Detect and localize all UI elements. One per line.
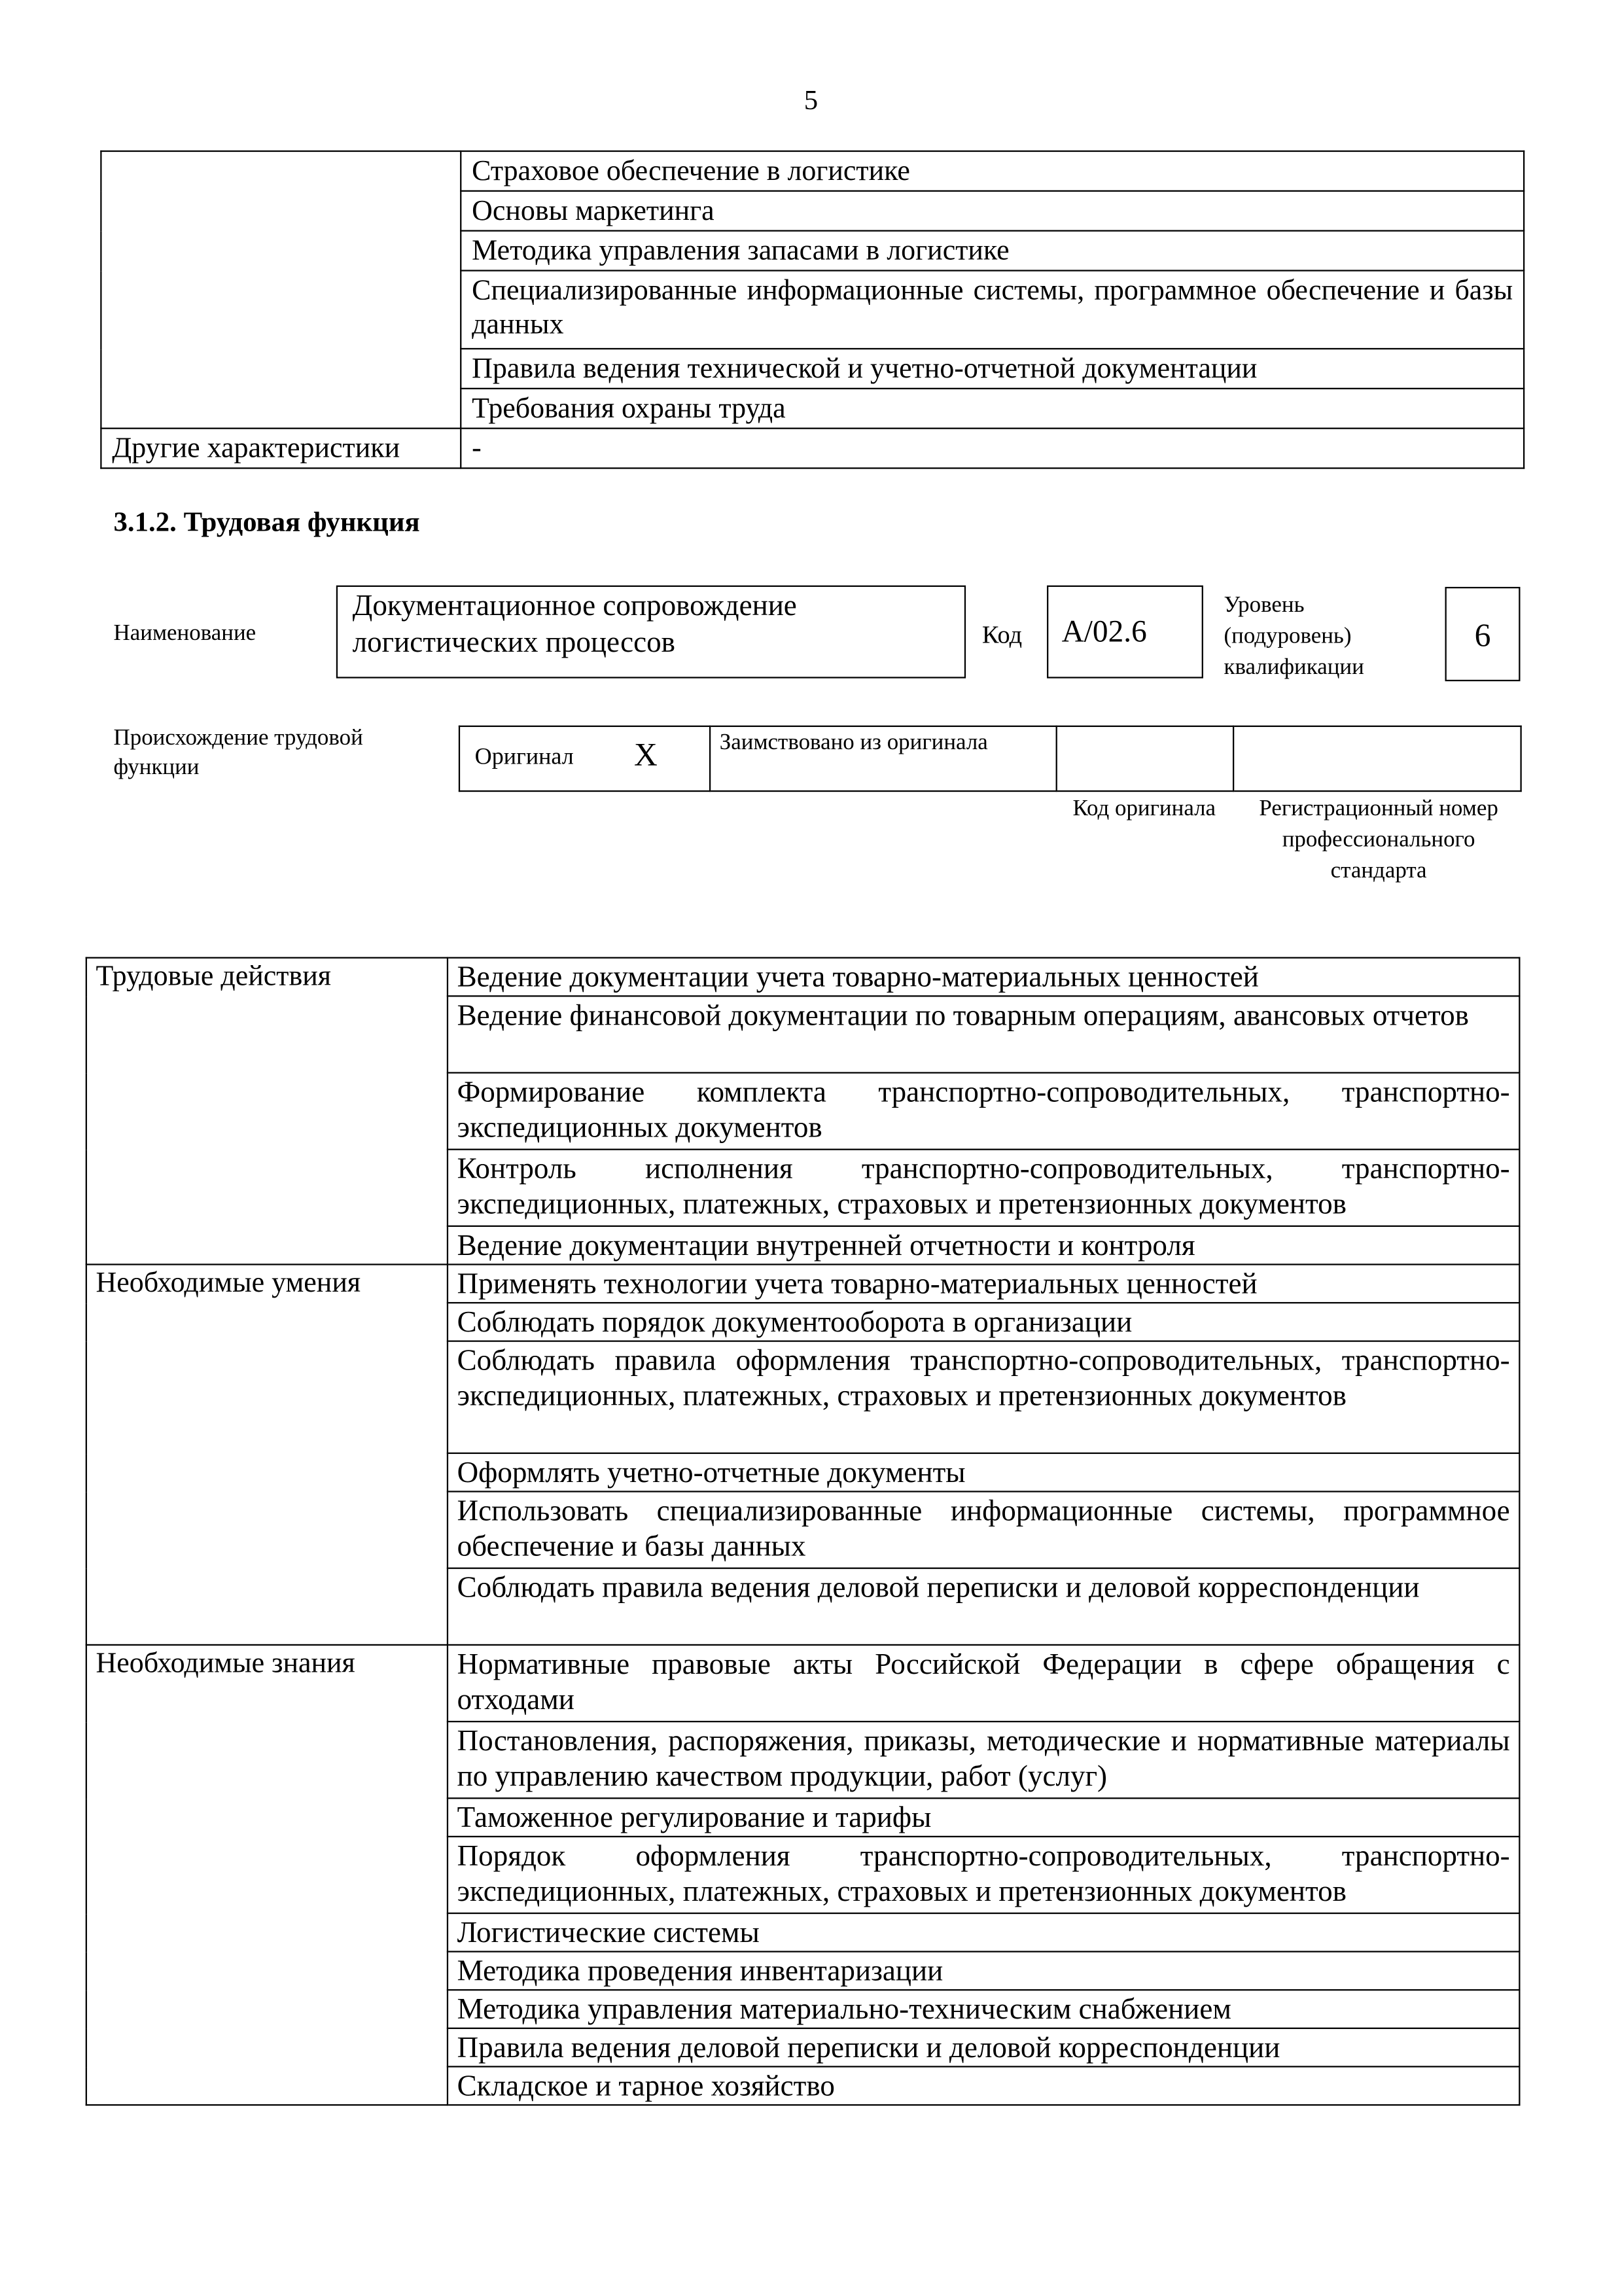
borrowed-label: Заимствовано из оригинала: [719, 730, 988, 755]
original-cell: [459, 726, 710, 791]
table-row: [86, 1264, 1519, 1303]
level-value: 6: [1445, 587, 1521, 681]
knowledge-item: Постановления, распоряжения, приказы, методические и нормативные материалы по управлению качеством продукции, работ (услуг): [448, 1722, 1519, 1798]
knowledge-item: Страховое обеспечение в логистике: [461, 151, 1524, 191]
origin-table: [459, 726, 1522, 792]
knowledge-item: Основы маркетинга: [461, 191, 1524, 231]
action-item: Формирование комплекта транспортно-сопроводительных, транспортно-экспедиционных документов: [448, 1072, 1519, 1149]
skill-item: Соблюдать порядок документооборота в организации: [448, 1303, 1519, 1341]
original-label: Оригинал: [474, 745, 574, 770]
group-label-actions: Трудовые действия: [86, 958, 448, 1265]
knowledge-item: Методика проведения инвентаризации: [448, 1952, 1519, 1990]
knowledge-item: Методика управления запасами в логистике: [461, 231, 1524, 271]
skill-item: Соблюдать правила оформления транспортно-сопроводительных, транспортно-экспедиционных, платежных, страховых и претензионных документов: [448, 1341, 1519, 1453]
labor-function-table: [86, 957, 1521, 2106]
knowledge-item: Порядок оформления транспортно-сопроводительных, транспортно-экспедиционных, платежных, страховых и претензионных документов: [448, 1837, 1519, 1913]
borrowed-cell: [710, 726, 1057, 791]
skill-item: Соблюдать правила ведения деловой переписки и деловой корреспонденции: [448, 1568, 1519, 1645]
other-characteristics-label: Другие характеристики: [101, 429, 461, 468]
group-label-empty: [101, 151, 461, 429]
action-item: Ведение документации внутренней отчетности и контроля: [448, 1226, 1519, 1265]
other-characteristics-value: -: [461, 429, 1524, 468]
action-item: Контроль исполнения транспортно-сопроводительных, транспортно-экспедиционных, платежных, страховых и претензионных документов: [448, 1150, 1519, 1226]
table-row: [459, 726, 1521, 791]
level-label: Уровень (подуровень) квалификации: [1224, 592, 1364, 680]
skill-item: Применять технологии учета товарно-материальных ценностей: [448, 1264, 1519, 1303]
knowledge-item: Специализированные информационные системы, программное обеспечение и базы данных: [461, 271, 1524, 349]
knowledge-item: Методика управления материально-техническим снабжением: [448, 1990, 1519, 2028]
original-mark: X: [634, 735, 658, 773]
knowledge-item: Требования охраны труда: [461, 389, 1524, 429]
table-row: [86, 958, 1519, 997]
continuation-table: [100, 150, 1525, 469]
origin-label: Происхождение трудовой функции: [113, 725, 363, 781]
skill-item: Использовать специализированные информационные системы, программное обеспечение и базы данных: [448, 1492, 1519, 1568]
table-row: [101, 151, 1524, 191]
knowledge-item: Правила ведения технической и учетно-отчетной документации: [461, 349, 1524, 389]
code-label: Код: [981, 620, 1023, 649]
knowledge-item: Таможенное регулирование и тарифы: [448, 1798, 1519, 1837]
knowledge-item: Правила ведения деловой переписки и деловой корреспонденции: [448, 2028, 1519, 2067]
original-code-caption: Код оригинала: [1072, 796, 1216, 822]
page-number: 5: [803, 85, 819, 117]
original-code-cell: [1057, 726, 1233, 791]
skill-item: Оформлять учетно-отчетные документы: [448, 1453, 1519, 1492]
code-value: A/02.6: [1047, 586, 1203, 679]
registration-caption: Регистрационный номер профессионального стандарта: [1259, 796, 1498, 883]
section-title: 3.1.2. Трудовая функция: [113, 507, 420, 539]
registration-number-cell: [1233, 726, 1521, 791]
action-item: Ведение финансовой документации по товарным операциям, авансовых отчетов: [448, 996, 1519, 1072]
action-item: Ведение документации учета товарно-материальных ценностей: [448, 958, 1519, 997]
group-label-skills: Необходимые умения: [86, 1264, 448, 1644]
table-row: [101, 429, 1524, 468]
name-label: Наименование: [113, 620, 256, 646]
table-row: [86, 1645, 1519, 1722]
knowledge-item: Складское и тарное хозяйство: [448, 2066, 1519, 2105]
knowledge-item: Логистические системы: [448, 1913, 1519, 1952]
name-value: Документационное сопровождение логистических процессов: [336, 586, 966, 679]
group-label-knowledge: Необходимые знания: [86, 1645, 448, 2105]
knowledge-item: Нормативные правовые акты Российской Федерации в сфере обращения с отходами: [448, 1645, 1519, 1722]
